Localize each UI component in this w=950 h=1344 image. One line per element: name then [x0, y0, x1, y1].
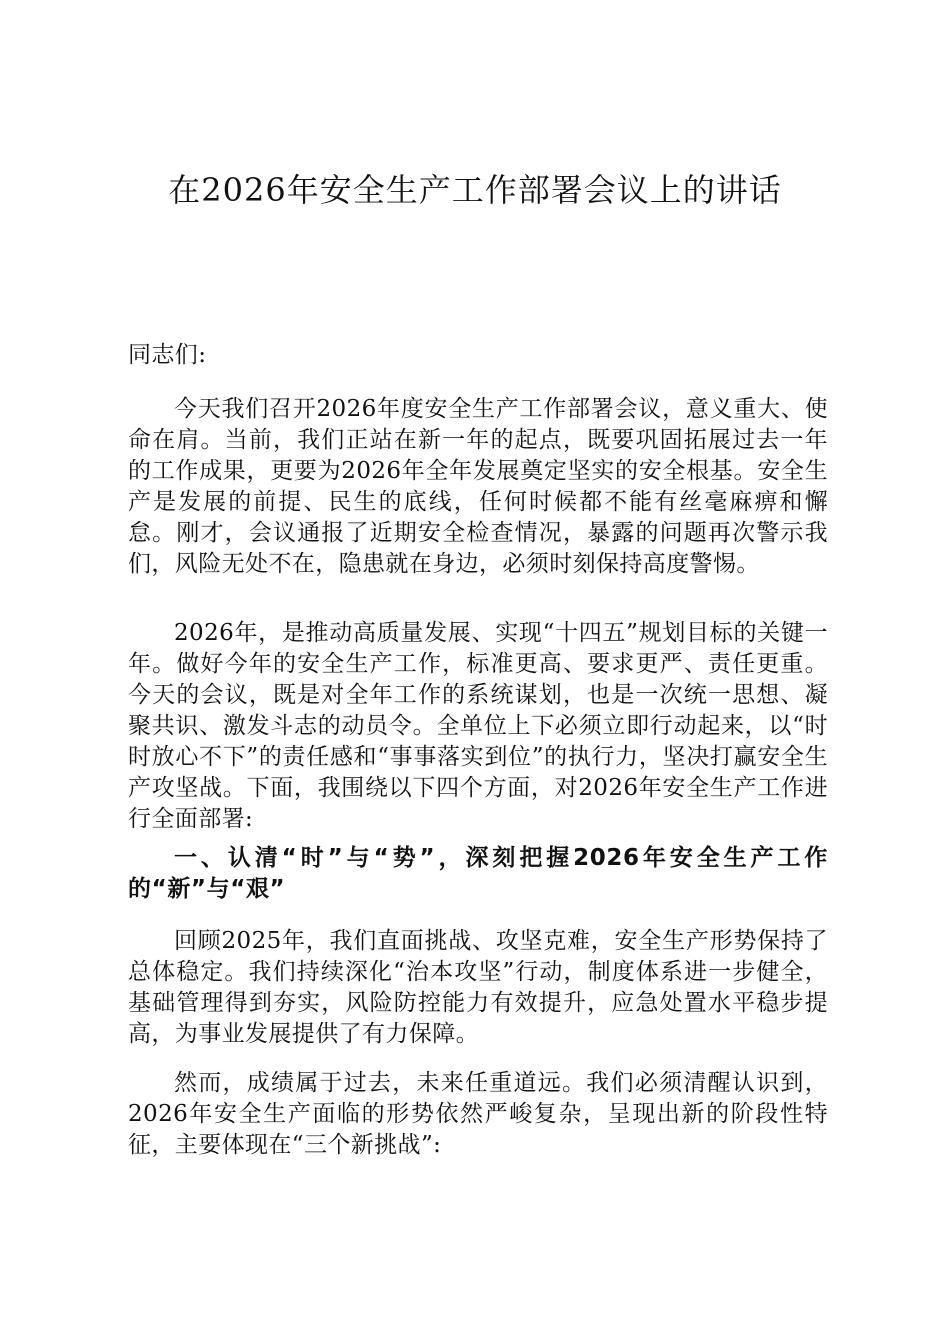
paragraph-challenges: 然而，成绩属于过去，未来任重道远。我们必须清醒认识到，2026年安全生产面临的形势依然严峻复杂，呈现出新的阶段性特征，主要体现在“三个新挑战”: [128, 1070, 828, 1158]
section-heading: 一、认清“时”与“势”，深刻把握2026年安全生产工作的“新”与“艰” [128, 845, 828, 902]
paragraph-review: 回顾2025年，我们直面挑战、攻坚克难，安全生产形势保持了总体稳定。我们持续深化“治本攻坚”行动，制度体系进一步健全，基础管理得到夯实，风险防控能力有效提升，应急处置水平稳步提高，为事业发展提供了有力保障。 [128, 928, 828, 1047]
salutation: 同志们: [128, 342, 207, 368]
paragraph-opening: 今天我们召开2026年度安全生产工作部署会议，意义重大、使命在肩。当前，我们正站在新一年的起点，既要巩固拓展过去一年的工作成果，更要为2026年全年发展奠定坚实的安全根基。安全生产是发展的前提、民生的底线，任何时候都不能有丝毫麻痹和懈怠。刚才，会议通报了近期安全检查情况，暴露的问题再次警示我们，风险无处不在，隐患就在身边，必须时刻保持高度警惕。 [128, 396, 828, 577]
document-title: 在2026年安全生产工作部署会议上的讲话 [168, 171, 782, 209]
paragraph-key-year: 2026年，是推动高质量发展、实现“十四五”规划目标的关键一年。做好今年的安全生产工作，标准更高、要求更严、责任更重。今天的会议，既是对全年工作的系统谋划，也是一次统一思想、凝聚共识、激发斗志的动员令。全单位上下必须立即行动起来，以“时时放心不下”的责任感和“事事落实到位”的执行力，坚决打赢安全生产攻坚战。下面，我围绕以下四个方面，对2026年安全生产工作进行全面部署: [128, 620, 828, 832]
